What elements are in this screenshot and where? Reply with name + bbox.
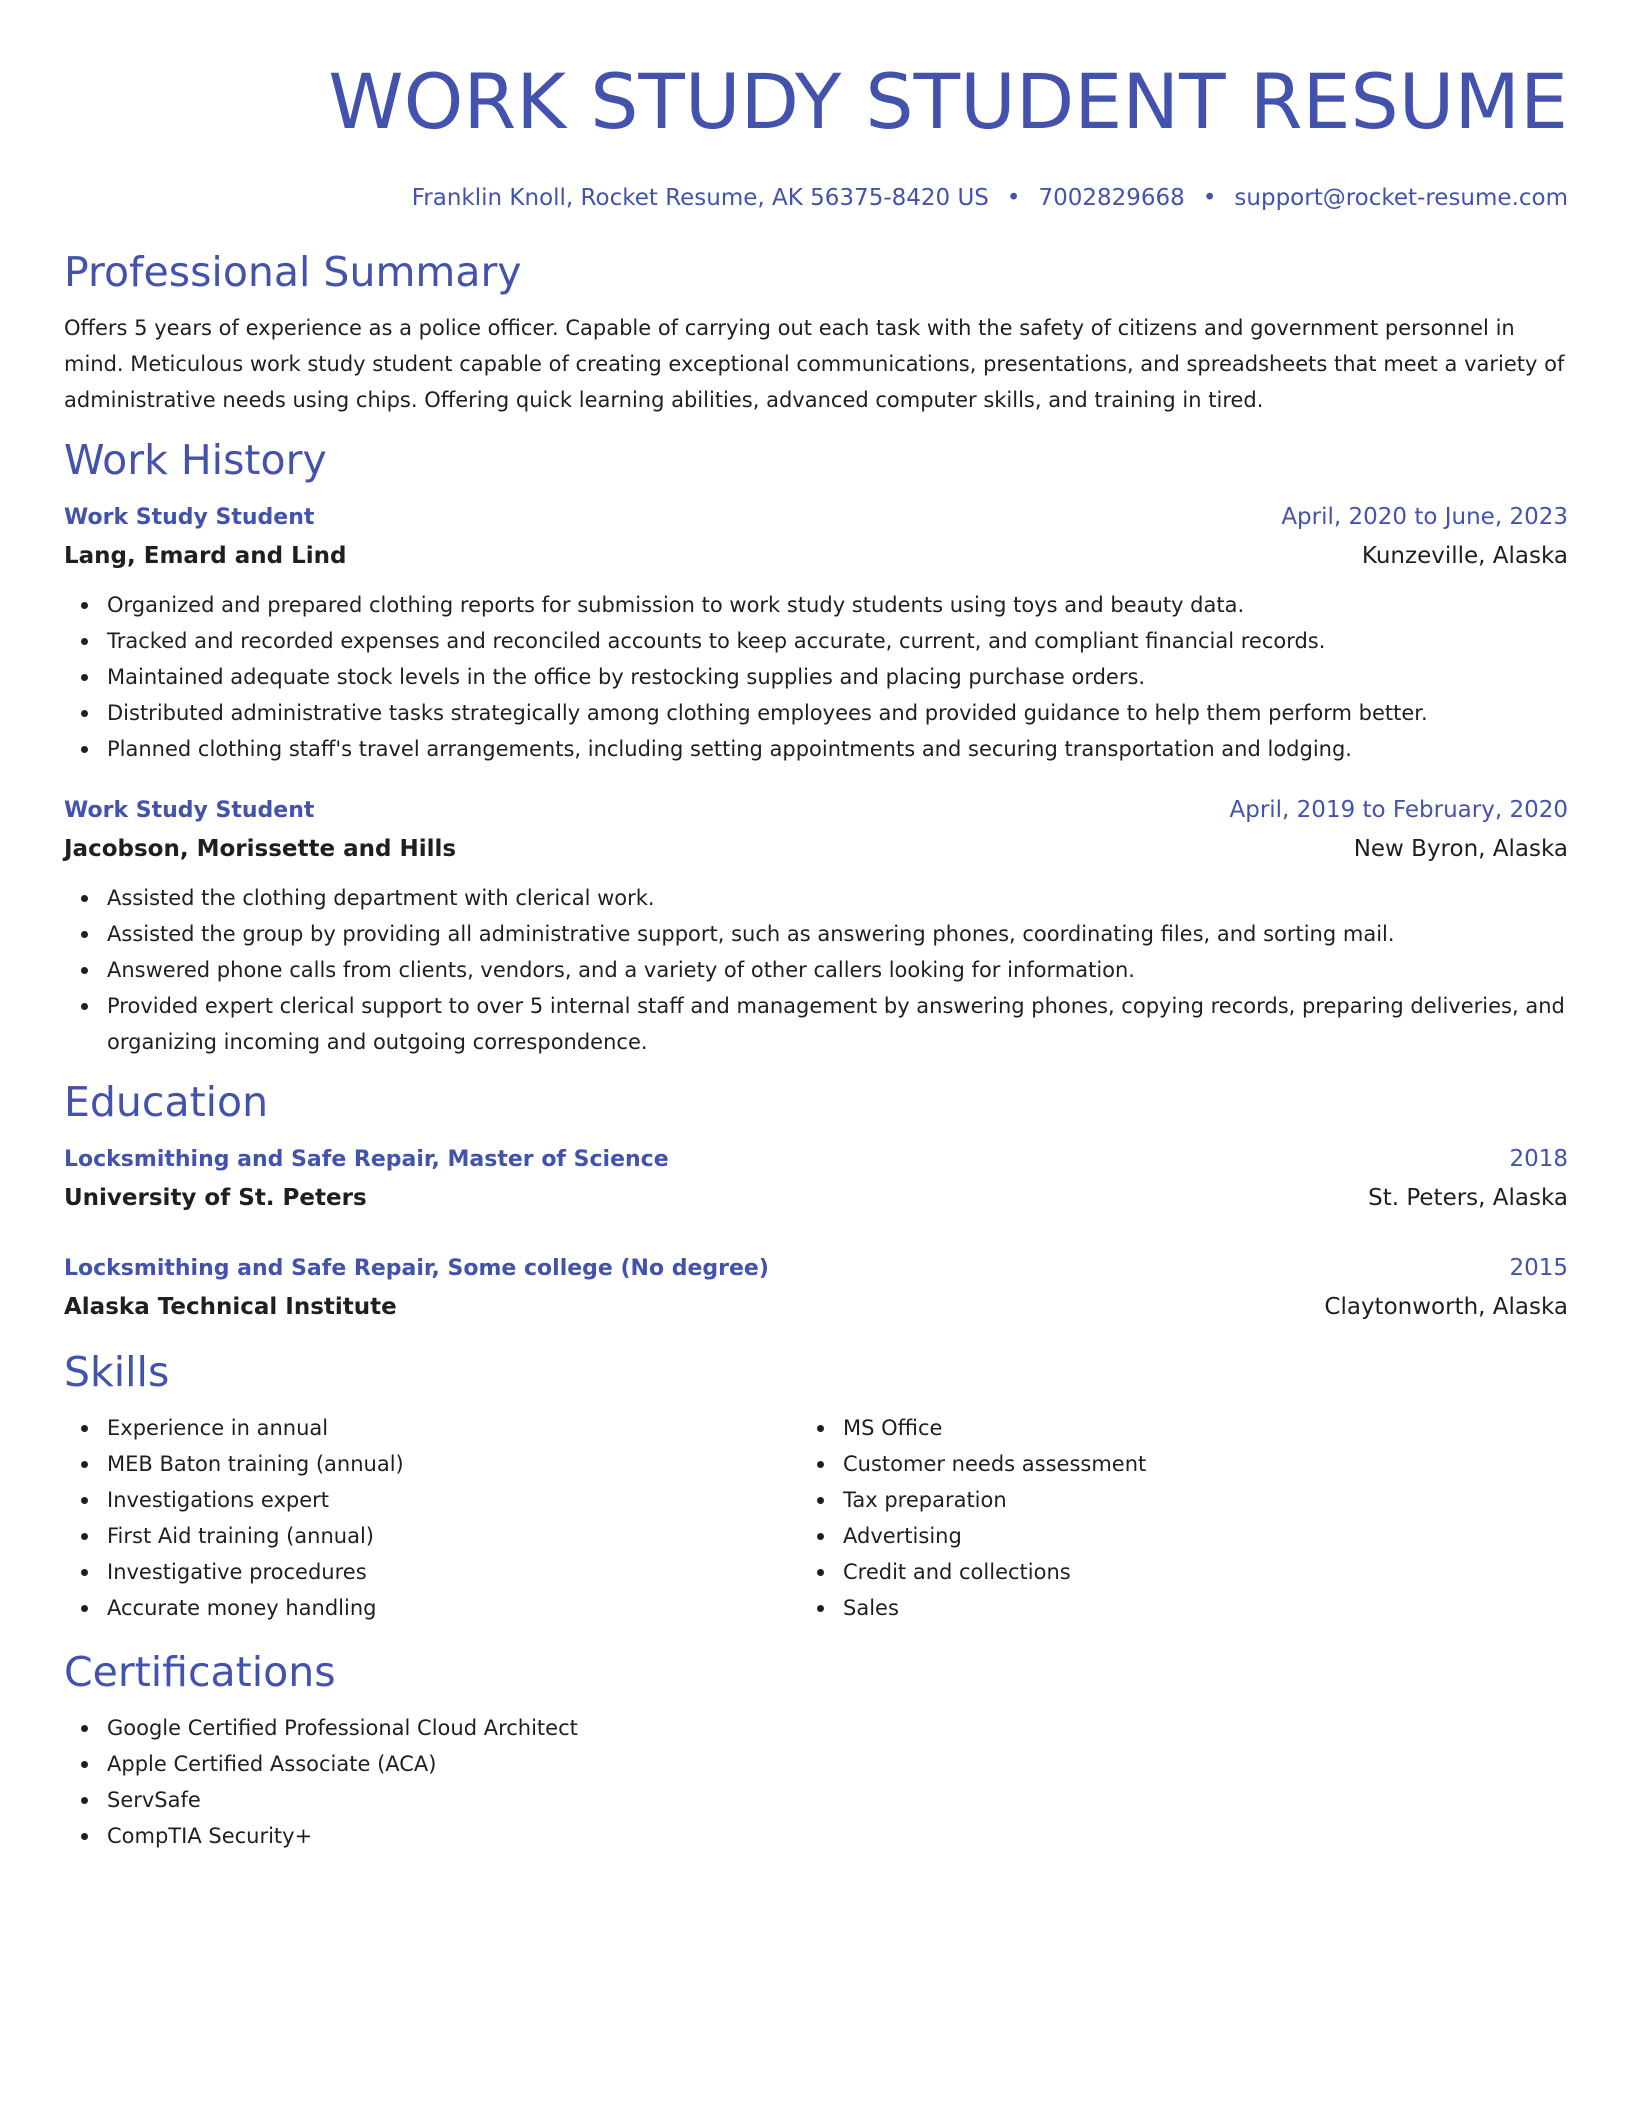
- certification-item: Google Certified Professional Cloud Architect: [107, 1710, 1568, 1746]
- job-bullet: Assisted the group by providing all administrative support, such as answering phones, coordinating files, and sorting mail.: [107, 916, 1568, 952]
- section-heading-summary: Professional Summary: [64, 248, 522, 296]
- certifications-list: [64, 1710, 1568, 1854]
- job-entry: [64, 498, 1568, 767]
- certification-item: CompTIA Security+: [107, 1818, 1568, 1854]
- job-dates: April, 2019 to February, 2020: [1229, 797, 1568, 823]
- certifications-section: [64, 1646, 1568, 1854]
- job-bullets: [64, 587, 1568, 767]
- skill-item: Accurate money handling: [107, 1590, 800, 1626]
- education-entry: [64, 1249, 1568, 1326]
- skill-item: MS Office: [843, 1410, 1500, 1446]
- skills-list-left: [64, 1410, 800, 1626]
- job-bullet: Tracked and recorded expenses and reconciled accounts to keep accurate, current, and compliant financial records.: [107, 623, 1568, 659]
- education-year: 2015: [1509, 1255, 1568, 1281]
- skills-list-right: [800, 1410, 1500, 1626]
- certification-item: Apple Certified Associate (ACA): [107, 1746, 1568, 1782]
- education-location: Claytonworth, Alaska: [1324, 1294, 1568, 1320]
- job-bullet: Planned clothing staff's travel arrangements, including setting appointments and securing transportation and lodging.: [107, 731, 1568, 767]
- education-location: St. Peters, Alaska: [1368, 1185, 1568, 1211]
- job-title-row: [64, 791, 1568, 830]
- education-school-row: [64, 1288, 1568, 1326]
- summary-text: Offers 5 years of experience as a police officer. Capable of carrying out each task with the safety of citizens and government personnel in mind. Meticulous work study student capable of creating exceptional communications, presentations, and spreadsheets that meet a variety of administrative needs using chips. Offering quick learning abilities, advanced computer skills, and training in tired.: [64, 316, 1565, 412]
- job-company-row: [64, 830, 1568, 868]
- contact-email[interactable]: support@rocket-resume.com: [1234, 185, 1568, 211]
- skills-column-right: [800, 1410, 1500, 1626]
- job-bullet: Organized and prepared clothing reports for submission to work study students using toys and beauty data.: [107, 587, 1568, 623]
- section-heading-skills: Skills: [64, 1348, 170, 1396]
- resume-title: WORK STUDY STUDENT RESUME: [328, 57, 1568, 146]
- contact-phone: 7002829668: [1038, 185, 1185, 211]
- skill-item: Advertising: [843, 1518, 1500, 1554]
- job-bullet: Distributed administrative tasks strategically among clothing employees and provided guidance to help them perform better.: [107, 695, 1568, 731]
- section-heading-certifications: Certifications: [64, 1648, 336, 1696]
- job-location: New Byron, Alaska: [1353, 836, 1568, 862]
- job-bullet: Answered phone calls from clients, vendors, and a variety of other callers looking for information.: [107, 952, 1568, 988]
- skill-item: Investigations expert: [107, 1482, 800, 1518]
- skill-item: Experience in annual: [107, 1410, 800, 1446]
- job-title-row: [64, 498, 1568, 537]
- skill-item: Customer needs assessment: [843, 1446, 1500, 1482]
- education-school: Alaska Technical Institute: [64, 1294, 397, 1320]
- section-heading-work-history: Work History: [64, 436, 327, 484]
- skills-column-left: [64, 1410, 800, 1626]
- job-title: Work Study Student: [64, 798, 315, 823]
- work-history-section: [64, 434, 1568, 1060]
- education-degree-row: [64, 1249, 1568, 1288]
- skill-item: Investigative procedures: [107, 1554, 800, 1590]
- education-section: [64, 1076, 1568, 1326]
- education-year: 2018: [1509, 1146, 1568, 1172]
- job-bullet: Maintained adequate stock levels in the office by restocking supplies and placing purchase orders.: [107, 659, 1568, 695]
- skill-item: Sales: [843, 1590, 1500, 1626]
- job-dates: April, 2020 to June, 2023: [1281, 504, 1568, 530]
- job-company: Jacobson, Morissette and Hills: [64, 836, 457, 862]
- job-entry: [64, 791, 1568, 1060]
- education-degree: Locksmithing and Safe Repair, Master of Science: [64, 1147, 669, 1172]
- job-title: Work Study Student: [64, 505, 315, 530]
- job-company: Lang, Emard and Lind: [64, 543, 347, 569]
- education-degree: Locksmithing and Safe Repair, Some college (No degree): [64, 1256, 769, 1281]
- contact-address: Franklin Knoll, Rocket Resume, AK 56375-8420 US: [411, 185, 989, 211]
- job-bullets: [64, 880, 1568, 1060]
- education-school: University of St. Peters: [64, 1185, 367, 1211]
- skill-item: Tax preparation: [843, 1482, 1500, 1518]
- section-heading-education: Education: [64, 1078, 269, 1126]
- job-company-row: [64, 537, 1568, 575]
- education-degree-row: [64, 1140, 1568, 1179]
- contact-separator: •: [1202, 185, 1217, 211]
- contact-separator: •: [1006, 185, 1021, 211]
- skill-item: Credit and collections: [843, 1554, 1500, 1590]
- skills-grid: [64, 1410, 1568, 1626]
- skill-item: First Aid training (annual): [107, 1518, 800, 1554]
- certification-item: ServSafe: [107, 1782, 1568, 1818]
- education-school-row: [64, 1179, 1568, 1217]
- job-bullet: Assisted the clothing department with clerical work.: [107, 880, 1568, 916]
- contact-line: [64, 182, 1568, 214]
- education-entry: [64, 1140, 1568, 1217]
- skill-item: MEB Baton training (annual): [107, 1446, 800, 1482]
- skills-section: [64, 1346, 1568, 1626]
- summary-section: [64, 246, 1568, 418]
- job-location: Kunzeville, Alaska: [1361, 543, 1568, 569]
- job-bullet: Provided expert clerical support to over 5 internal staff and management by answering phones, copying records, preparing deliveries, and organizing incoming and outgoing correspondence.: [107, 988, 1568, 1060]
